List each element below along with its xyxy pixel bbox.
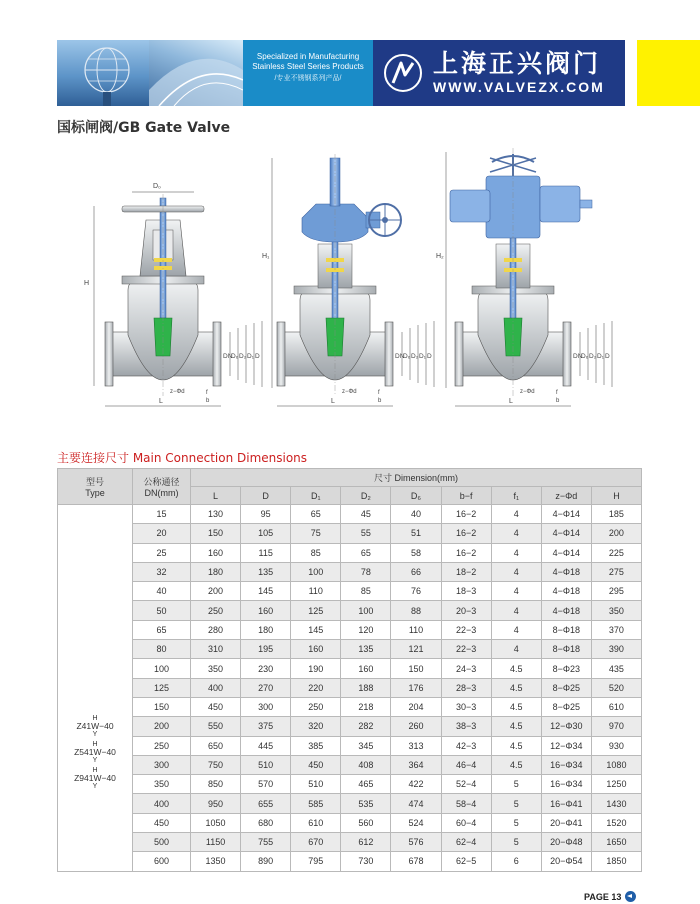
cell-value: 4−Φ14 [541,524,591,543]
cell-value: 66 [391,562,441,581]
cell-value: 8−Φ23 [541,659,591,678]
column-header: D [241,487,291,505]
cell-value: 385 [291,736,341,755]
cell-value: 204 [391,697,441,716]
cell-value: 8−Φ25 [541,678,591,697]
cell-value: 30−3 [441,697,491,716]
cell-value: 180 [241,620,291,639]
cell-value: 930 [591,736,641,755]
column-header: D₂ [341,487,391,505]
cell-value: 435 [591,659,641,678]
cell-value: 5 [491,813,541,832]
cell-value: 4−Φ18 [541,582,591,601]
dim-label-h2: H₂ [436,253,444,260]
cell-dn: 15 [133,505,191,524]
cell-value: 130 [191,505,241,524]
cell-value: 75 [291,524,341,543]
column-header: H [591,487,641,505]
model-code [58,741,132,764]
cell-value: 110 [291,582,341,601]
cell-value: 4.5 [491,717,541,736]
cell-value: 1520 [591,813,641,832]
cell-value: 125 [291,601,341,620]
cell-value: 88 [391,601,441,620]
dim-label-h1: H₁ [262,253,270,260]
table-row [58,640,642,659]
table-row [58,755,642,774]
cell-value: 78 [341,562,391,581]
dim-label-f-2: f [378,390,380,396]
table-row [58,505,642,524]
dim-label-dn: DN [223,353,233,360]
yellow-accent-block [637,40,700,106]
cell-dn: 32 [133,562,191,581]
cell-value: 4−Φ14 [541,543,591,562]
cell-value: 160 [341,659,391,678]
table-row [58,562,642,581]
header-dimension: 尺寸 Dimension(mm) [191,469,642,487]
cell-dn: 500 [133,833,191,852]
cell-value: 20−Φ48 [541,833,591,852]
cell-value: 160 [191,543,241,562]
cell-dn: 250 [133,736,191,755]
cell-value: 4.5 [491,659,541,678]
cell-dn: 80 [133,640,191,659]
cell-value: 320 [291,717,341,736]
header-type-en: Type [85,488,105,498]
handwheel-gate-valve [84,183,262,406]
model-code-sub: Y [92,731,98,739]
cell-value: 40 [391,505,441,524]
arrow-left-icon [625,891,636,902]
brand-url: WWW.VALVEZX.COM [433,79,605,95]
cell-value: 4 [491,601,541,620]
cell-value: 200 [591,524,641,543]
cell-value: 85 [291,543,341,562]
dim-label-d-2: D [427,353,432,360]
cell-value: 4.5 [491,755,541,774]
cell-value: 121 [391,640,441,659]
cell-value: 4.5 [491,697,541,716]
cell-value: 5 [491,833,541,852]
cell-value: 16−2 [441,505,491,524]
cell-value: 282 [341,717,391,736]
header-banner [57,40,625,106]
table-row [58,833,642,852]
cell-dn: 100 [133,659,191,678]
cell-value: 4 [491,620,541,639]
cell-value: 4−Φ14 [541,505,591,524]
cell-value: 450 [291,755,341,774]
cell-value: 195 [241,640,291,659]
header-dn-en: DN(mm) [144,488,179,498]
cell-value: 22−3 [441,640,491,659]
model-code-sup: H [92,767,98,775]
cell-value: 1430 [591,794,641,813]
table-row [58,775,642,794]
cell-value: 8−Φ18 [541,620,591,639]
model-type-cell [58,505,133,872]
brand-name-cn: 上海正兴阀门 [433,49,602,78]
cell-value: 550 [191,717,241,736]
cell-value: 230 [241,659,291,678]
cell-value: 970 [591,717,641,736]
cell-value: 610 [291,813,341,832]
column-header: D₁ [291,487,341,505]
cell-value: 730 [341,852,391,871]
cell-value: 250 [191,601,241,620]
dim-label-d6-2: D₆ [403,353,411,360]
page-title: 国标闸阀/GB Gate Valve [57,120,231,136]
model-code-base: Z941W−40 [74,773,116,784]
cell-value: 250 [291,697,341,716]
cell-value: 16−2 [441,543,491,562]
cell-value: 400 [191,678,241,697]
table-row [58,524,642,543]
cell-value: 120 [341,620,391,639]
cell-value: 270 [241,678,291,697]
cell-value: 280 [191,620,241,639]
cell-value: 76 [391,582,441,601]
cell-value: 313 [391,736,441,755]
cell-value: 18−3 [441,582,491,601]
model-code-sub: Y [92,757,98,765]
cell-value: 375 [241,717,291,736]
dim-label-d0: D₀ [153,183,161,190]
cell-value: 52−4 [441,775,491,794]
cell-dn: 40 [133,582,191,601]
dim-label-b: b [206,398,210,404]
cell-dn: 20 [133,524,191,543]
cell-value: 445 [241,736,291,755]
cell-value: 20−Φ54 [541,852,591,871]
cell-value: 38−3 [441,717,491,736]
cell-value: 750 [191,755,241,774]
table-row [58,620,642,639]
cell-value: 16−Φ34 [541,755,591,774]
dim-label-zd-2: z−Φd [342,389,357,395]
cell-value: 12−Φ34 [541,736,591,755]
cell-value: 890 [241,852,291,871]
cell-value: 135 [341,640,391,659]
spec-line-2: Stainless Steel Series Products [252,62,364,71]
table-row [58,697,642,716]
cell-value: 95 [241,505,291,524]
cell-value: 450 [191,697,241,716]
dim-label-d2-2: D₂ [411,353,419,360]
header-dn-cn: 公称通径 [143,477,180,487]
page-number-text: PAGE 13 [584,891,622,902]
cell-value: 755 [241,833,291,852]
cell-value: 295 [591,582,641,601]
table-row [58,601,642,620]
model-code-sup: H [92,741,98,749]
cell-value: 18−2 [441,562,491,581]
cell-value: 1050 [191,813,241,832]
dim-label-dn-2: DN [395,353,405,360]
cell-value: 20−3 [441,601,491,620]
cell-value: 1080 [591,755,641,774]
cell-value: 160 [291,640,341,659]
cell-value: 650 [191,736,241,755]
tank-photo [149,40,243,106]
table-row [58,543,642,562]
column-header: f₁ [491,487,541,505]
section-title: 主要连接尺寸 Main Connection Dimensions [57,451,308,465]
cell-value: 58−4 [441,794,491,813]
cell-value: 5 [491,794,541,813]
cell-value: 115 [241,543,291,562]
cell-value: 8−Φ18 [541,640,591,659]
column-header: b−f [441,487,491,505]
dim-label-d: D [255,353,260,360]
cell-value: 4 [491,582,541,601]
table-row [58,813,642,832]
cell-value: 46−4 [441,755,491,774]
dimensions-table [57,468,642,872]
cell-value: 65 [291,505,341,524]
cell-value: 4−Φ18 [541,562,591,581]
cell-value: 260 [391,717,441,736]
column-header: L [191,487,241,505]
model-code [58,767,132,790]
dim-label-h: H [84,280,90,287]
dim-label-f: f [206,390,208,396]
dim-label-d1: D₁ [247,353,254,360]
cell-dn: 125 [133,678,191,697]
valve-drawings [80,140,640,430]
cell-value: 6 [491,852,541,871]
cell-value: 364 [391,755,441,774]
page-number [584,891,636,902]
model-code [58,715,132,738]
model-code-sub: Y [92,783,98,791]
cell-dn: 50 [133,601,191,620]
cell-value: 520 [591,678,641,697]
dim-label-dn-3: DN [573,353,583,360]
cell-dn: 200 [133,717,191,736]
cell-value: 16−Φ41 [541,794,591,813]
model-code-base: Z41W−40 [76,721,114,732]
cell-value: 300 [241,697,291,716]
cell-value: 560 [341,813,391,832]
cell-value: 62−4 [441,833,491,852]
table-row [58,852,642,871]
cell-value: 16−Φ34 [541,775,591,794]
cell-value: 160 [241,601,291,620]
dim-label-zd-3: z−Φd [520,389,535,395]
cell-value: 22−3 [441,620,491,639]
table-row [58,582,642,601]
cell-value: 465 [341,775,391,794]
cell-value: 58 [391,543,441,562]
cell-value: 1250 [591,775,641,794]
cell-value: 678 [391,852,441,871]
cell-value: 610 [591,697,641,716]
cell-value: 8−Φ25 [541,697,591,716]
header-type-cn: 型号 [85,477,104,487]
cell-value: 4−Φ18 [541,601,591,620]
cell-value: 150 [391,659,441,678]
cell-value: 370 [591,620,641,639]
cell-value: 524 [391,813,441,832]
cell-value: 4.5 [491,678,541,697]
cell-value: 310 [191,640,241,659]
header-type [58,469,133,505]
dim-label-l-2: L [331,398,335,405]
cell-value: 100 [291,562,341,581]
cell-value: 1350 [191,852,241,871]
cell-value: 200 [191,582,241,601]
cell-value: 188 [341,678,391,697]
electric-gate-valve [436,148,612,406]
column-header: z−Φd [541,487,591,505]
valve-logo-icon [383,53,423,93]
table-row [58,659,642,678]
cell-value: 4 [491,640,541,659]
spec-line-1: Specialized in Manufacturing [256,52,360,61]
cell-value: 20−Φ41 [541,813,591,832]
specialized-panel [243,40,373,106]
dim-label-b-3: b [556,398,560,404]
cell-value: 5 [491,775,541,794]
cell-value: 4 [491,505,541,524]
model-code-base: Z541W−40 [74,747,116,758]
cell-value: 1850 [591,852,641,871]
dim-label-l-3: L [509,398,513,405]
cell-value: 100 [341,601,391,620]
cell-value: 85 [341,582,391,601]
cell-value: 12−Φ30 [541,717,591,736]
cell-value: 55 [341,524,391,543]
cell-value: 612 [341,833,391,852]
table-row [58,678,642,697]
cell-value: 655 [241,794,291,813]
table-row [58,794,642,813]
cell-value: 345 [341,736,391,755]
spec-line-cn: /专业不锈钢系列产品/ [274,75,342,82]
cell-value: 51 [391,524,441,543]
cell-value: 28−3 [441,678,491,697]
cell-value: 225 [591,543,641,562]
cell-value: 185 [591,505,641,524]
cell-value: 275 [591,562,641,581]
cell-value: 408 [341,755,391,774]
dim-label-d1-3: D₁ [597,353,604,360]
cell-value: 510 [241,755,291,774]
cell-value: 576 [391,833,441,852]
cell-value: 670 [291,833,341,852]
cell-value: 176 [391,678,441,697]
cell-value: 135 [241,562,291,581]
cell-value: 65 [341,543,391,562]
cell-value: 62−5 [441,852,491,871]
cell-value: 4 [491,524,541,543]
cell-value: 145 [291,620,341,639]
cell-value: 45 [341,505,391,524]
cell-value: 4 [491,543,541,562]
cell-dn: 600 [133,852,191,871]
table-row [58,736,642,755]
dim-label-b-2: b [378,398,382,404]
dim-label-f-3: f [556,390,558,396]
table-row [58,717,642,736]
cell-value: 570 [241,775,291,794]
cell-value: 4.5 [491,736,541,755]
cell-value: 850 [191,775,241,794]
cell-value: 105 [241,524,291,543]
cell-value: 190 [291,659,341,678]
cell-value: 474 [391,794,441,813]
cell-dn: 350 [133,775,191,794]
dim-label-d-3: D [605,353,610,360]
dim-label-d1-2: D₁ [419,353,426,360]
table-body [58,505,642,872]
cell-value: 422 [391,775,441,794]
cell-value: 4 [491,562,541,581]
cell-value: 180 [191,562,241,581]
cell-value: 1150 [191,833,241,852]
cell-value: 60−4 [441,813,491,832]
cell-value: 150 [191,524,241,543]
cell-value: 585 [291,794,341,813]
cell-value: 24−3 [441,659,491,678]
cell-dn: 300 [133,755,191,774]
cell-value: 110 [391,620,441,639]
cell-value: 680 [241,813,291,832]
brand-panel [373,40,625,106]
header-dn [133,469,191,505]
cell-value: 510 [291,775,341,794]
column-header: D₆ [391,487,441,505]
dim-label-d2-3: D₂ [589,353,597,360]
cell-value: 350 [191,659,241,678]
cell-dn: 450 [133,813,191,832]
dim-label-d6: D₆ [231,353,239,360]
cell-value: 535 [341,794,391,813]
cell-value: 950 [191,794,241,813]
cell-value: 145 [241,582,291,601]
cell-value: 1650 [591,833,641,852]
dim-label-d6-3: D₆ [581,353,589,360]
cell-value: 350 [591,601,641,620]
cell-dn: 65 [133,620,191,639]
cell-dn: 400 [133,794,191,813]
dim-label-zd: z−Φd [170,389,185,395]
cell-value: 390 [591,640,641,659]
dim-label-d2: D₂ [239,353,247,360]
gear-operated-gate-valve [262,154,434,406]
cell-value: 218 [341,697,391,716]
cell-value: 220 [291,678,341,697]
cell-value: 16−2 [441,524,491,543]
dim-label-l: L [159,398,163,405]
cell-value: 42−3 [441,736,491,755]
cell-dn: 150 [133,697,191,716]
globe-photo [57,40,149,106]
cell-dn: 25 [133,543,191,562]
cell-value: 795 [291,852,341,871]
model-code-sup: H [92,715,98,723]
